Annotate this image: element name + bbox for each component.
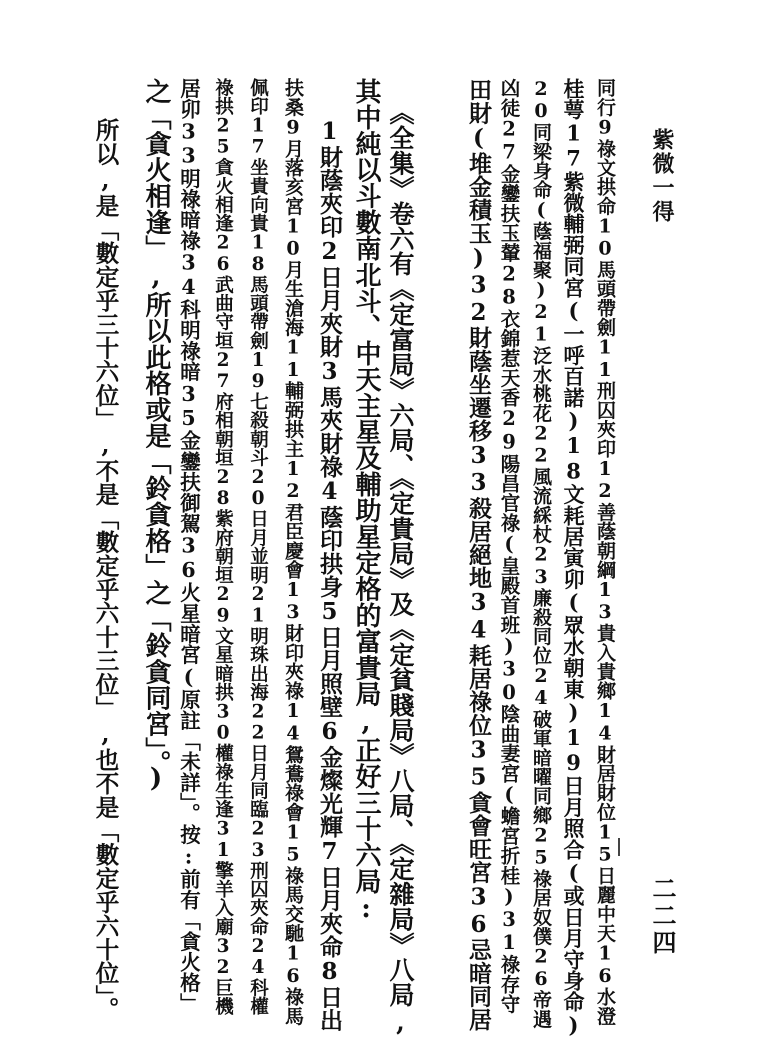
margin-mark [618,838,620,856]
text-column-8: 1財蔭夾印2日月夾財3馬夾財祿4蔭印拱身5日月照壁6金燦光輝7日月夾命8日出 [316,118,343,1032]
text-column-1: 同行9祿文拱命10馬頭帶劍11刑囚夾印12善蔭朝綱13貴入貴鄉14財居財位15日麗中天16水澄 [594,78,616,1026]
text-column-9: 扶桑9月落亥宮10月生滄海11輔弼拱主12君臣慶會13財印夾祿14鴛鴦祿會15祿馬交馳16祿馬 [282,78,304,1026]
text-column-10: 佩印17坐貴向貴18馬頭帶劍19七殺朝斗20日月並明21明珠出海22日月同臨23刑囚夾命24科權 [247,78,269,1016]
text-column-6: 《全集》卷六有《定富局》六局、《定貴局》及《定貧賤局》八局、《定雜局》八局, [386,100,415,1037]
page-number: 二二四 [648,876,677,957]
text-column-4: 凶徒27金鑾扶玉輦28衣錦惹天香29陽昌官祿(皇殿首班)30陰曲妻宮(蟾宮折桂)31祿存守 [497,78,521,1014]
text-column-3: 20同梁身命(蔭福聚)21泛水桃花22風流綵杖23廉殺同位24破軍暗曜同鄉25祿居奴僕26帝遇 [530,78,552,1029]
text-column-5: 田財(堆金積玉)32財蔭坐遷移33殺居絕地34耗居祿位35貪會旺宮36忌暗同居 [465,78,492,1031]
text-column-2: 桂萼17紫微輔弼同宮(一呼百諾)18文耗居寅卯(眾水朝東)19日月照合(或日月守身命) [561,78,586,1038]
text-column-11: 祿拱25貪火相逢26武曲守垣27府相朝垣28紫府朝垣29文星暗拱30權祿生逢31擎羊入廟32巨機 [212,78,234,1016]
running-header-title: 紫微一得 [649,128,675,224]
text-column-12: 居卯33明祿暗祿34科明祿暗35金鑾扶御駕36火星暗宮(原註「未詳」。按:前有「貪火格」 [176,78,201,1014]
text-column-14: 所以,是「數定乎三十六位」,不是「數定乎六十三位」,也不是「數定乎六十位」。 [91,118,120,1021]
text-column-13: 之「貪火相逢」,所以此格或是「鈴貪格」之「鈴貪同宮」。) [141,78,171,794]
text-column-7: 其中純以斗數南北斗、中天主星及輔助星定格的富貴局,正好三十六局: [351,78,381,925]
